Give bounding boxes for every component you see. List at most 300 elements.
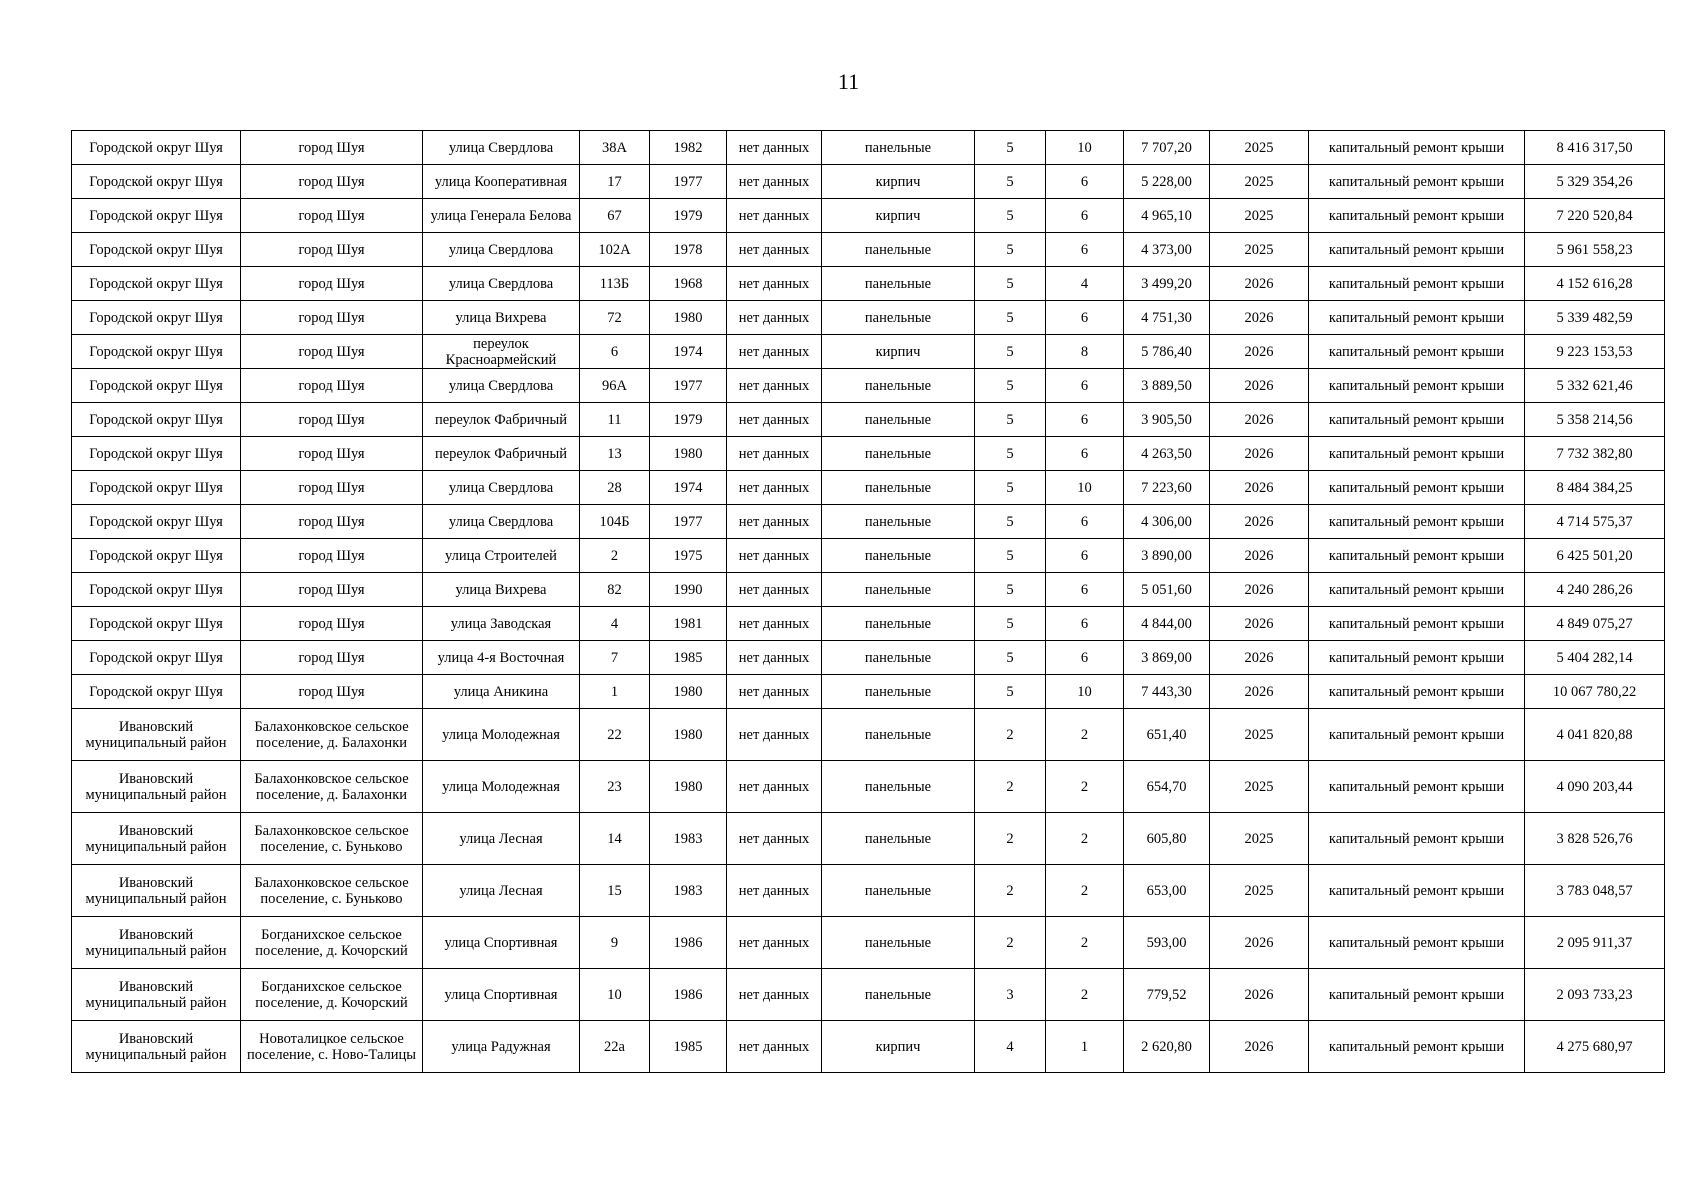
street-cell: улица Заводская — [423, 607, 580, 641]
entrances-cell: 4 — [1046, 267, 1124, 301]
settlement-cell: Балахонковское сельское поселение, с. Буньково — [241, 813, 423, 865]
table-row — [72, 505, 1665, 539]
data-status-cell: нет данных — [727, 813, 822, 865]
repair-year-cell: 2026 — [1210, 267, 1309, 301]
repair-year-cell: 2026 — [1210, 675, 1309, 709]
entrances-cell: 2 — [1046, 761, 1124, 813]
municipality-cell: Городской округ Шуя — [72, 301, 241, 335]
house-number-cell: 23 — [580, 761, 650, 813]
repair-year-cell: 2026 — [1210, 335, 1309, 369]
floors-cell: 3 — [975, 969, 1046, 1021]
area-cell: 2 620,80 — [1124, 1021, 1210, 1073]
floors-cell: 5 — [975, 301, 1046, 335]
wall-material-cell: панельные — [822, 267, 975, 301]
wall-material-cell: панельные — [822, 641, 975, 675]
work-type-cell: капитальный ремонт крыши — [1309, 131, 1525, 165]
house-number-cell: 15 — [580, 865, 650, 917]
street-cell: улица Свердлова — [423, 505, 580, 539]
area-cell: 779,52 — [1124, 969, 1210, 1021]
floors-cell: 5 — [975, 675, 1046, 709]
floors-cell: 2 — [975, 761, 1046, 813]
floors-cell: 5 — [975, 199, 1046, 233]
repair-year-cell: 2026 — [1210, 573, 1309, 607]
house-number-cell: 11 — [580, 403, 650, 437]
entrances-cell: 6 — [1046, 573, 1124, 607]
area-cell: 593,00 — [1124, 917, 1210, 969]
wall-material-cell: панельные — [822, 917, 975, 969]
street-cell: переулок Фабричный — [423, 437, 580, 471]
house-number-cell: 104Б — [580, 505, 650, 539]
table-row — [72, 267, 1665, 301]
floors-cell: 5 — [975, 505, 1046, 539]
entrances-cell: 6 — [1046, 539, 1124, 573]
street-cell: улица Генерала Белова — [423, 199, 580, 233]
work-type-cell: капитальный ремонт крыши — [1309, 403, 1525, 437]
table-row — [72, 199, 1665, 233]
municipality-cell: Городской округ Шуя — [72, 607, 241, 641]
repair-year-cell: 2025 — [1210, 813, 1309, 865]
build-year-cell: 1977 — [650, 505, 727, 539]
area-cell: 3 869,00 — [1124, 641, 1210, 675]
entrances-cell: 2 — [1046, 865, 1124, 917]
settlement-cell: Балахонковское сельское поселение, д. Балахонки — [241, 709, 423, 761]
cost-cell: 5 332 621,46 — [1525, 369, 1665, 403]
table-row — [72, 573, 1665, 607]
table-row — [72, 471, 1665, 505]
data-status-cell: нет данных — [727, 607, 822, 641]
floors-cell: 5 — [975, 233, 1046, 267]
work-type-cell: капитальный ремонт крыши — [1309, 675, 1525, 709]
data-status-cell: нет данных — [727, 267, 822, 301]
repair-year-cell: 2026 — [1210, 505, 1309, 539]
entrances-cell: 2 — [1046, 813, 1124, 865]
cost-cell: 3 783 048,57 — [1525, 865, 1665, 917]
house-number-cell: 2 — [580, 539, 650, 573]
house-number-cell: 13 — [580, 437, 650, 471]
area-cell: 4 263,50 — [1124, 437, 1210, 471]
house-number-cell: 9 — [580, 917, 650, 969]
municipality-cell: Ивановский муниципальный район — [72, 969, 241, 1021]
settlement-cell: город Шуя — [241, 675, 423, 709]
settlement-cell: Новоталицкое сельское поселение, с. Ново-Талицы — [241, 1021, 423, 1073]
cost-cell: 4 090 203,44 — [1525, 761, 1665, 813]
build-year-cell: 1985 — [650, 641, 727, 675]
entrances-cell: 6 — [1046, 403, 1124, 437]
street-cell: улица 4-я Восточная — [423, 641, 580, 675]
build-year-cell: 1986 — [650, 969, 727, 1021]
data-status-cell: нет данных — [727, 165, 822, 199]
data-status-cell: нет данных — [727, 761, 822, 813]
data-status-cell: нет данных — [727, 1021, 822, 1073]
wall-material-cell: панельные — [822, 505, 975, 539]
entrances-cell: 10 — [1046, 675, 1124, 709]
data-status-cell: нет данных — [727, 301, 822, 335]
build-year-cell: 1980 — [650, 301, 727, 335]
municipality-cell: Городской округ Шуя — [72, 403, 241, 437]
municipality-cell: Городской округ Шуя — [72, 335, 241, 369]
wall-material-cell: кирпич — [822, 1021, 975, 1073]
entrances-cell: 6 — [1046, 301, 1124, 335]
table-row — [72, 301, 1665, 335]
table-row — [72, 969, 1665, 1021]
cost-cell: 8 484 384,25 — [1525, 471, 1665, 505]
house-number-cell: 96А — [580, 369, 650, 403]
area-cell: 4 751,30 — [1124, 301, 1210, 335]
street-cell: улица Вихрева — [423, 301, 580, 335]
repair-year-cell: 2026 — [1210, 369, 1309, 403]
entrances-cell: 6 — [1046, 233, 1124, 267]
data-status-cell: нет данных — [727, 403, 822, 437]
wall-material-cell: кирпич — [822, 165, 975, 199]
data-status-cell: нет данных — [727, 505, 822, 539]
cost-cell: 4 041 820,88 — [1525, 709, 1665, 761]
repair-year-cell: 2025 — [1210, 233, 1309, 267]
settlement-cell: город Шуя — [241, 539, 423, 573]
cost-cell: 5 404 282,14 — [1525, 641, 1665, 675]
table-row — [72, 761, 1665, 813]
settlement-cell: город Шуя — [241, 403, 423, 437]
settlement-cell: Балахонковское сельское поселение, д. Балахонки — [241, 761, 423, 813]
work-type-cell: капитальный ремонт крыши — [1309, 813, 1525, 865]
municipality-cell: Городской округ Шуя — [72, 641, 241, 675]
table-row — [72, 865, 1665, 917]
work-type-cell: капитальный ремонт крыши — [1309, 369, 1525, 403]
floors-cell: 5 — [975, 539, 1046, 573]
municipality-cell: Городской округ Шуя — [72, 199, 241, 233]
municipality-cell: Городской округ Шуя — [72, 233, 241, 267]
street-cell: улица Лесная — [423, 865, 580, 917]
build-year-cell: 1979 — [650, 199, 727, 233]
municipality-cell: Городской округ Шуя — [72, 539, 241, 573]
build-year-cell: 1974 — [650, 335, 727, 369]
floors-cell: 5 — [975, 573, 1046, 607]
floors-cell: 2 — [975, 813, 1046, 865]
cost-cell: 4 152 616,28 — [1525, 267, 1665, 301]
cost-cell: 5 358 214,56 — [1525, 403, 1665, 437]
build-year-cell: 1981 — [650, 607, 727, 641]
settlement-cell: Богданихское сельское поселение, д. Кочорский — [241, 917, 423, 969]
build-year-cell: 1983 — [650, 865, 727, 917]
wall-material-cell: панельные — [822, 471, 975, 505]
wall-material-cell: панельные — [822, 675, 975, 709]
municipality-cell: Ивановский муниципальный район — [72, 1021, 241, 1073]
entrances-cell: 10 — [1046, 131, 1124, 165]
municipality-cell: Ивановский муниципальный район — [72, 709, 241, 761]
floors-cell: 5 — [975, 607, 1046, 641]
area-cell: 3 905,50 — [1124, 403, 1210, 437]
work-type-cell: капитальный ремонт крыши — [1309, 607, 1525, 641]
area-cell: 7 223,60 — [1124, 471, 1210, 505]
wall-material-cell: панельные — [822, 301, 975, 335]
cost-cell: 7 732 382,80 — [1525, 437, 1665, 471]
build-year-cell: 1974 — [650, 471, 727, 505]
table-row — [72, 131, 1665, 165]
table-row — [72, 403, 1665, 437]
repair-year-cell: 2026 — [1210, 539, 1309, 573]
repair-year-cell: 2025 — [1210, 165, 1309, 199]
build-year-cell: 1968 — [650, 267, 727, 301]
data-status-cell: нет данных — [727, 233, 822, 267]
entrances-cell: 2 — [1046, 969, 1124, 1021]
street-cell: улица Вихрева — [423, 573, 580, 607]
house-number-cell: 113Б — [580, 267, 650, 301]
floors-cell: 5 — [975, 267, 1046, 301]
cost-cell: 5 329 354,26 — [1525, 165, 1665, 199]
wall-material-cell: кирпич — [822, 335, 975, 369]
area-cell: 5 228,00 — [1124, 165, 1210, 199]
area-cell: 605,80 — [1124, 813, 1210, 865]
repair-year-cell: 2026 — [1210, 301, 1309, 335]
table-row — [72, 709, 1665, 761]
repair-year-cell: 2025 — [1210, 709, 1309, 761]
repair-year-cell: 2026 — [1210, 969, 1309, 1021]
settlement-cell: город Шуя — [241, 471, 423, 505]
settlement-cell: город Шуя — [241, 335, 423, 369]
table-row — [72, 539, 1665, 573]
street-cell: переулок Красноармейский — [423, 335, 580, 369]
data-status-cell: нет данных — [727, 369, 822, 403]
entrances-cell: 6 — [1046, 641, 1124, 675]
repair-year-cell: 2026 — [1210, 917, 1309, 969]
work-type-cell: капитальный ремонт крыши — [1309, 969, 1525, 1021]
settlement-cell: город Шуя — [241, 573, 423, 607]
build-year-cell: 1979 — [650, 403, 727, 437]
repair-year-cell: 2025 — [1210, 199, 1309, 233]
floors-cell: 5 — [975, 471, 1046, 505]
build-year-cell: 1977 — [650, 165, 727, 199]
page-number: 11 — [837, 69, 860, 94]
wall-material-cell: панельные — [822, 369, 975, 403]
cost-cell: 10 067 780,22 — [1525, 675, 1665, 709]
street-cell: улица Строителей — [423, 539, 580, 573]
data-status-cell: нет данных — [727, 709, 822, 761]
table-row — [72, 233, 1665, 267]
cost-cell: 5 339 482,59 — [1525, 301, 1665, 335]
floors-cell: 2 — [975, 865, 1046, 917]
settlement-cell: город Шуя — [241, 641, 423, 675]
street-cell: улица Молодежная — [423, 761, 580, 813]
settlement-cell: город Шуя — [241, 267, 423, 301]
data-status-cell: нет данных — [727, 131, 822, 165]
entrances-cell: 6 — [1046, 165, 1124, 199]
work-type-cell: капитальный ремонт крыши — [1309, 471, 1525, 505]
work-type-cell: капитальный ремонт крыши — [1309, 641, 1525, 675]
entrances-cell: 6 — [1046, 437, 1124, 471]
settlement-cell: город Шуя — [241, 369, 423, 403]
municipality-cell: Городской округ Шуя — [72, 165, 241, 199]
house-number-cell: 17 — [580, 165, 650, 199]
build-year-cell: 1986 — [650, 917, 727, 969]
street-cell: улица Свердлова — [423, 131, 580, 165]
build-year-cell: 1977 — [650, 369, 727, 403]
data-status-cell: нет данных — [727, 471, 822, 505]
floors-cell: 5 — [975, 641, 1046, 675]
repair-year-cell: 2025 — [1210, 131, 1309, 165]
cost-cell: 7 220 520,84 — [1525, 199, 1665, 233]
data-status-cell: нет данных — [727, 641, 822, 675]
house-number-cell: 82 — [580, 573, 650, 607]
table-row — [72, 675, 1665, 709]
area-cell: 4 306,00 — [1124, 505, 1210, 539]
entrances-cell: 6 — [1046, 607, 1124, 641]
table-row — [72, 1021, 1665, 1073]
area-cell: 4 373,00 — [1124, 233, 1210, 267]
wall-material-cell: панельные — [822, 573, 975, 607]
settlement-cell: Богданихское сельское поселение, д. Кочорский — [241, 969, 423, 1021]
repair-year-cell: 2026 — [1210, 471, 1309, 505]
area-cell: 653,00 — [1124, 865, 1210, 917]
entrances-cell: 6 — [1046, 505, 1124, 539]
work-type-cell: капитальный ремонт крыши — [1309, 267, 1525, 301]
house-number-cell: 1 — [580, 675, 650, 709]
entrances-cell: 10 — [1046, 471, 1124, 505]
settlement-cell: город Шуя — [241, 165, 423, 199]
floors-cell: 4 — [975, 1021, 1046, 1073]
municipality-cell: Городской округ Шуя — [72, 267, 241, 301]
municipality-cell: Ивановский муниципальный район — [72, 865, 241, 917]
build-year-cell: 1980 — [650, 761, 727, 813]
work-type-cell: капитальный ремонт крыши — [1309, 233, 1525, 267]
repair-year-cell: 2026 — [1210, 1021, 1309, 1073]
entrances-cell: 2 — [1046, 917, 1124, 969]
street-cell: улица Спортивная — [423, 917, 580, 969]
data-status-cell: нет данных — [727, 573, 822, 607]
street-cell: улица Кооперативная — [423, 165, 580, 199]
wall-material-cell: панельные — [822, 437, 975, 471]
floors-cell: 5 — [975, 437, 1046, 471]
housing-repair-table — [71, 130, 1665, 1073]
work-type-cell: капитальный ремонт крыши — [1309, 1021, 1525, 1073]
table-row — [72, 813, 1665, 865]
area-cell: 3 499,20 — [1124, 267, 1210, 301]
work-type-cell: капитальный ремонт крыши — [1309, 301, 1525, 335]
settlement-cell: Балахонковское сельское поселение, с. Буньково — [241, 865, 423, 917]
build-year-cell: 1980 — [650, 437, 727, 471]
house-number-cell: 67 — [580, 199, 650, 233]
work-type-cell: капитальный ремонт крыши — [1309, 165, 1525, 199]
house-number-cell: 22а — [580, 1021, 650, 1073]
repair-year-cell: 2026 — [1210, 607, 1309, 641]
wall-material-cell: панельные — [822, 131, 975, 165]
area-cell: 5 051,60 — [1124, 573, 1210, 607]
street-cell: улица Молодежная — [423, 709, 580, 761]
street-cell: улица Свердлова — [423, 471, 580, 505]
data-status-cell: нет данных — [727, 969, 822, 1021]
work-type-cell: капитальный ремонт крыши — [1309, 335, 1525, 369]
cost-cell: 2 093 733,23 — [1525, 969, 1665, 1021]
data-status-cell: нет данных — [727, 335, 822, 369]
entrances-cell: 2 — [1046, 709, 1124, 761]
build-year-cell: 1982 — [650, 131, 727, 165]
settlement-cell: город Шуя — [241, 131, 423, 165]
wall-material-cell: панельные — [822, 865, 975, 917]
data-status-cell: нет данных — [727, 865, 822, 917]
area-cell: 651,40 — [1124, 709, 1210, 761]
municipality-cell: Ивановский муниципальный район — [72, 917, 241, 969]
work-type-cell: капитальный ремонт крыши — [1309, 573, 1525, 607]
work-type-cell: капитальный ремонт крыши — [1309, 199, 1525, 233]
floors-cell: 2 — [975, 709, 1046, 761]
floors-cell: 5 — [975, 335, 1046, 369]
wall-material-cell: панельные — [822, 709, 975, 761]
cost-cell: 4 275 680,97 — [1525, 1021, 1665, 1073]
work-type-cell: капитальный ремонт крыши — [1309, 505, 1525, 539]
entrances-cell: 1 — [1046, 1021, 1124, 1073]
municipality-cell: Городской округ Шуя — [72, 573, 241, 607]
street-cell: улица Свердлова — [423, 267, 580, 301]
table-row — [72, 369, 1665, 403]
municipality-cell: Городской округ Шуя — [72, 131, 241, 165]
repair-year-cell: 2026 — [1210, 437, 1309, 471]
work-type-cell: капитальный ремонт крыши — [1309, 865, 1525, 917]
data-status-cell: нет данных — [727, 917, 822, 969]
wall-material-cell: панельные — [822, 403, 975, 437]
table-row — [72, 917, 1665, 969]
wall-material-cell: панельные — [822, 969, 975, 1021]
table-row — [72, 641, 1665, 675]
build-year-cell: 1978 — [650, 233, 727, 267]
entrances-cell: 8 — [1046, 335, 1124, 369]
build-year-cell: 1980 — [650, 709, 727, 761]
municipality-cell: Городской округ Шуя — [72, 675, 241, 709]
build-year-cell: 1975 — [650, 539, 727, 573]
settlement-cell: город Шуя — [241, 199, 423, 233]
entrances-cell: 6 — [1046, 369, 1124, 403]
street-cell: улица Свердлова — [423, 233, 580, 267]
municipality-cell: Ивановский муниципальный район — [72, 813, 241, 865]
repair-year-cell: 2026 — [1210, 403, 1309, 437]
municipality-cell: Ивановский муниципальный район — [72, 761, 241, 813]
build-year-cell: 1990 — [650, 573, 727, 607]
house-number-cell: 10 — [580, 969, 650, 1021]
area-cell: 4 965,10 — [1124, 199, 1210, 233]
data-status-cell: нет данных — [727, 199, 822, 233]
repair-year-cell: 2025 — [1210, 761, 1309, 813]
floors-cell: 5 — [975, 131, 1046, 165]
area-cell: 7 707,20 — [1124, 131, 1210, 165]
area-cell: 5 786,40 — [1124, 335, 1210, 369]
wall-material-cell: панельные — [822, 761, 975, 813]
house-number-cell: 14 — [580, 813, 650, 865]
data-status-cell: нет данных — [727, 675, 822, 709]
work-type-cell: капитальный ремонт крыши — [1309, 709, 1525, 761]
table-row — [72, 437, 1665, 471]
house-number-cell: 7 — [580, 641, 650, 675]
area-cell: 7 443,30 — [1124, 675, 1210, 709]
table-row — [72, 165, 1665, 199]
house-number-cell: 6 — [580, 335, 650, 369]
floors-cell: 5 — [975, 369, 1046, 403]
wall-material-cell: кирпич — [822, 199, 975, 233]
wall-material-cell: панельные — [822, 539, 975, 573]
street-cell: улица Аникина — [423, 675, 580, 709]
street-cell: улица Свердлова — [423, 369, 580, 403]
wall-material-cell: панельные — [822, 607, 975, 641]
build-year-cell: 1983 — [650, 813, 727, 865]
cost-cell: 5 961 558,23 — [1525, 233, 1665, 267]
entrances-cell: 6 — [1046, 199, 1124, 233]
cost-cell: 9 223 153,53 — [1525, 335, 1665, 369]
data-status-cell: нет данных — [727, 437, 822, 471]
cost-cell: 4 849 075,27 — [1525, 607, 1665, 641]
house-number-cell: 4 — [580, 607, 650, 641]
house-number-cell: 22 — [580, 709, 650, 761]
work-type-cell: капитальный ремонт крыши — [1309, 437, 1525, 471]
settlement-cell: город Шуя — [241, 233, 423, 267]
settlement-cell: город Шуя — [241, 437, 423, 471]
settlement-cell: город Шуя — [241, 301, 423, 335]
build-year-cell: 1980 — [650, 675, 727, 709]
